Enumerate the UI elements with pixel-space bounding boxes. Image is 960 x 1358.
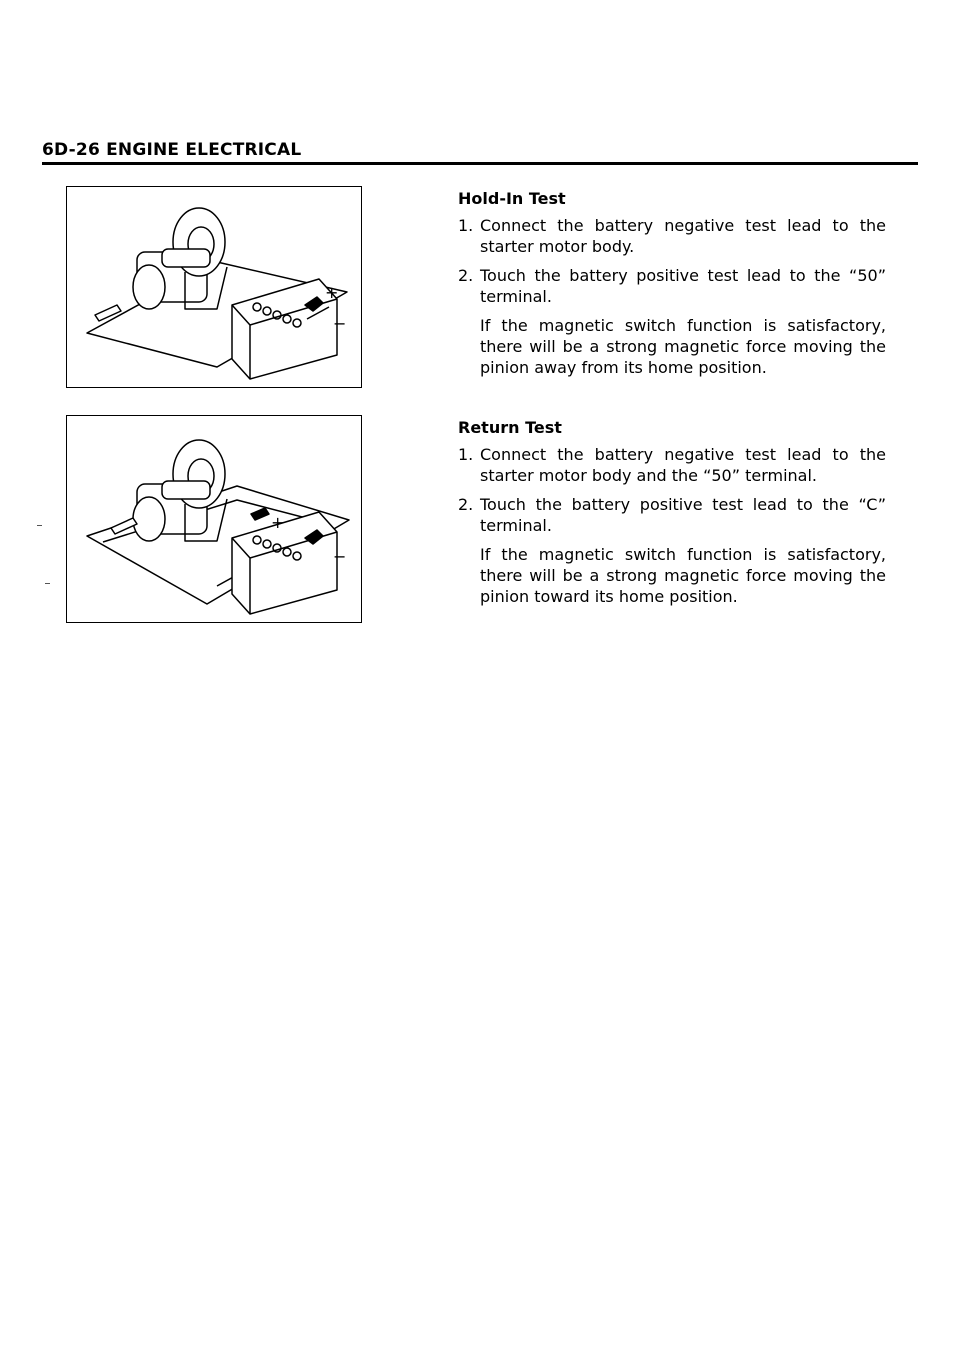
motor-end <box>133 265 165 309</box>
result-note: If the magnetic switch function is satisfactory, there will be a strong magnetic force moving the pinion toward its home position. <box>480 545 886 606</box>
step-number: 1. <box>458 216 474 235</box>
step-item <box>458 265 886 307</box>
step-text: Touch the battery positive test lead to the “50” terminal. <box>480 266 886 306</box>
starter-battery-diagram <box>67 416 361 622</box>
step-text: Connect the battery negative test lead to the starter motor body and the “50” terminal. <box>480 445 886 485</box>
hold-in-test-section <box>458 188 886 378</box>
hold-in-test-illustration <box>66 186 362 388</box>
step-number: 2. <box>458 495 474 514</box>
plus-label: + <box>271 513 285 532</box>
test-lead-clip-left <box>95 305 121 321</box>
step-text: Touch the battery positive test lead to the “C” terminal. <box>480 495 886 535</box>
magnetic-switch <box>162 249 210 267</box>
step-item <box>458 215 886 257</box>
magnetic-switch <box>162 481 210 499</box>
motor-end <box>133 497 165 541</box>
step-text: Connect the battery negative test lead to the starter motor body. <box>480 216 886 256</box>
page-header: 6D-26 ENGINE ELECTRICAL <box>42 140 302 160</box>
minus-label: − <box>333 314 347 333</box>
test-lead-clip-left <box>111 518 137 534</box>
plus-label: + <box>325 283 339 302</box>
c-terminal-clip <box>251 508 269 520</box>
battery-box <box>232 512 337 614</box>
step-number: 2. <box>458 266 474 285</box>
return-test-section <box>458 417 886 607</box>
step-item <box>458 444 886 486</box>
section-heading: Return Test <box>458 418 562 437</box>
step-number: 1. <box>458 445 474 464</box>
starter-battery-diagram <box>67 187 361 387</box>
result-note: If the magnetic switch function is satisfactory, there will be a strong magnetic force moving the pinion away from its home position. <box>480 316 886 377</box>
section-heading: Hold-In Test <box>458 189 566 208</box>
header-rule <box>42 162 918 165</box>
battery-box <box>232 279 337 379</box>
scan-mark <box>45 583 50 584</box>
minus-label: − <box>333 547 347 566</box>
step-item <box>458 494 886 536</box>
return-test-illustration <box>66 415 362 623</box>
scan-mark <box>37 525 42 526</box>
